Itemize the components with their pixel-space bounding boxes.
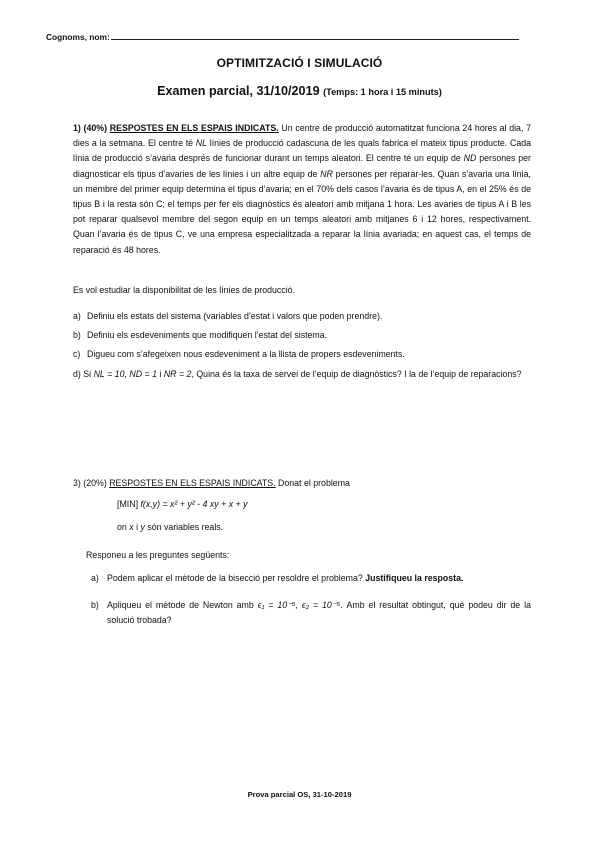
name-label: Cognoms, nom: bbox=[46, 32, 110, 42]
question-3b-text-2: . Amb el resultat obtingut, què podeu dir de la solució trobada? bbox=[107, 600, 531, 625]
question-label: c) bbox=[73, 349, 81, 359]
question-text-si: Si bbox=[83, 369, 94, 379]
problem1-statement bbox=[73, 121, 531, 258]
var-y: y bbox=[140, 522, 145, 532]
objective-function bbox=[117, 499, 248, 509]
problem1-weight: (40%) bbox=[83, 123, 108, 133]
name-blank-line[interactable] bbox=[111, 32, 519, 40]
question-text: Digueu com s’afegeixen nous esdeveniment a la llista de propers esdeveniments. bbox=[87, 349, 405, 359]
problem3-header bbox=[73, 476, 531, 491]
vars-on: on bbox=[117, 522, 130, 532]
question-params: NL = 10, ND = 1 bbox=[93, 369, 157, 379]
course-title: OPTIMITZACIÓ I SIMULACIÓ bbox=[216, 56, 383, 70]
question-3a bbox=[91, 571, 531, 586]
vars-and: i bbox=[133, 522, 141, 532]
problem1-number: 1) bbox=[73, 123, 81, 133]
var-nl: NL bbox=[195, 138, 208, 149]
question-param-nr: NR = 2 bbox=[163, 369, 192, 379]
question-text-i: i bbox=[156, 369, 164, 379]
problem1-text-3: persones per diagnosticar els tipus d’avaries de les línies i un altre equip de bbox=[73, 153, 531, 179]
vars-rest: són variables reals. bbox=[144, 522, 224, 532]
problem3-instruction: RESPOSTES EN ELS ESPAIS INDICATS. bbox=[109, 478, 276, 488]
page-footer: Prova parcial OS, 31-10-2019 bbox=[247, 790, 352, 799]
question-3b-text-1: Apliqueu el mètode de Newton amb bbox=[107, 600, 258, 610]
name-field[interactable] bbox=[46, 32, 519, 42]
problem1-text-4: persones per reparar-les. Quan s’avaria una línia, un membre del primer equip determina el tipus d’avaria; en el 70% dels casos l’avaria és de tipus A, en el 25% és de tipus B i la resta són C; el temps per fer els diagnòstics és aleatori amb mitjana 1 hora. Les avaries de tipus A i B les pot reparar qualsevol membre del segon equip en un temps aleatori amb mitjanes 6 i 12 hores, respectivament. Quan l’avaria és de tipus C, ve una empresa especialitzada a reparar la línia avariada; en aquest cas, el temps de reparació és 48 hores. bbox=[73, 168, 531, 255]
problem3-weight: (20%) bbox=[83, 478, 107, 488]
question-label: b) bbox=[73, 330, 81, 340]
question-1b bbox=[73, 328, 531, 343]
question-text bbox=[107, 571, 531, 586]
question-label: a) bbox=[73, 311, 81, 321]
variables-statement bbox=[117, 522, 223, 532]
var-x: x bbox=[129, 522, 134, 532]
function-expression: = x² + y² - 4 xy + x + y bbox=[160, 499, 248, 509]
question-text bbox=[107, 598, 531, 628]
exam-date: Examen parcial, 31/10/2019 bbox=[157, 84, 320, 98]
min-label: [MIN] bbox=[117, 499, 141, 509]
epsilon-tolerances: ϵ₁ = 10⁻⁵, ϵ₂ = 10⁻⁵ bbox=[257, 600, 341, 610]
problem1-text-2: línies de producció cadascuna de les quals fabrica el mateix tipus producte. Cada línia de producció s’avaria després de funcionar durant un temps aleatori. El centre té un equip de bbox=[73, 138, 531, 164]
exam-duration: (Temps: 1 hora i 15 minuts) bbox=[323, 87, 442, 97]
question-text-rest: , Quina és la taxa de servei de l’equip de diagnòstics? I la de l’equip de reparacions? bbox=[191, 369, 522, 379]
problem3-prompt: Responeu a les preguntes següents: bbox=[86, 550, 230, 560]
question-3b bbox=[91, 598, 531, 628]
question-text: Definiu els esdeveniments que modifiquen l’estat del sistema. bbox=[87, 330, 328, 340]
var-nd: ND bbox=[463, 153, 477, 164]
question-text: Definiu els estats del sistema (variables d’estat i valors que poden prendre). bbox=[87, 311, 383, 321]
question-1a bbox=[73, 309, 531, 324]
question-1c bbox=[73, 347, 531, 362]
question-1d bbox=[73, 367, 531, 382]
question-3a-text: Podem aplicar el mètode de la bisecció per resoldre el problema? bbox=[107, 573, 366, 583]
problem1-text-1: Un centre de producció automatitzat funciona 24 hores al dia, 7 dies a la setmana. El centre té bbox=[73, 123, 531, 149]
question-label: d) bbox=[73, 369, 81, 379]
problem1-goal: Es vol estudiar la disponibilitat de les línies de producció. bbox=[73, 285, 296, 295]
var-nr: NR bbox=[320, 168, 333, 179]
problem3-intro: Donat el problema bbox=[278, 478, 350, 488]
problem1-instruction: RESPOSTES EN ELS ESPAIS INDICATS. bbox=[109, 123, 279, 133]
question-label: b) bbox=[91, 600, 99, 610]
question-3a-emphasis: Justifiqueu la resposta. bbox=[365, 573, 464, 583]
exam-subtitle bbox=[0, 84, 599, 98]
question-label: a) bbox=[91, 573, 99, 583]
problem3-number: 3) bbox=[73, 478, 81, 488]
function-name: f(x,y) bbox=[140, 499, 161, 509]
